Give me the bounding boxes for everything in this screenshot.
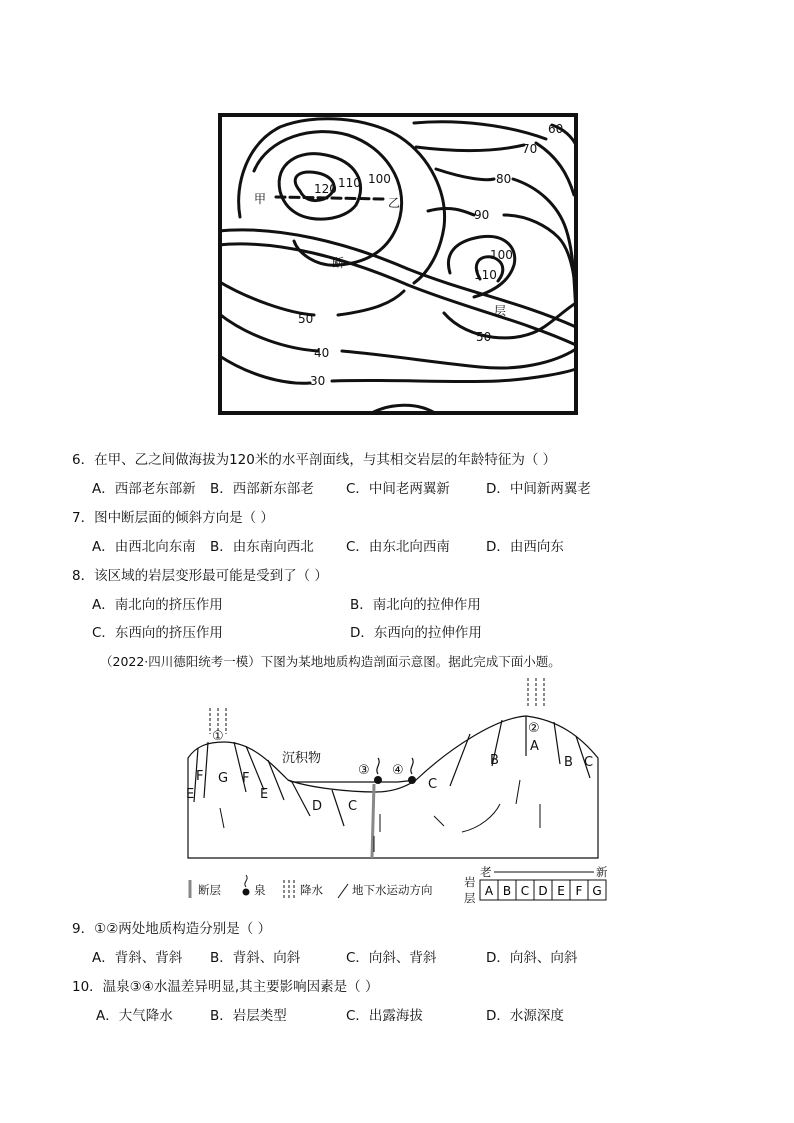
flow-arrow xyxy=(434,816,444,826)
question-10-option-b[interactable]: B．岩层类型 xyxy=(210,1008,287,1024)
legend-stratum-label: E xyxy=(557,884,565,898)
question-6-option-a[interactable]: A．西部老东部新 xyxy=(92,481,196,497)
question-6-stem: 6．在甲、乙之间做海拔为120米的水平剖面线，与其相交岩层的年龄特征为（ ） xyxy=(72,452,557,468)
question-9-stem: 9．①②两处地质构造分别是（ ） xyxy=(72,921,272,937)
legend-old-label: 老 xyxy=(480,865,492,879)
contour-line xyxy=(428,208,474,215)
question-8-stem: 8．该区域的岩层变形最可能是受到了（ ） xyxy=(72,568,328,584)
legend-spring-steam xyxy=(245,875,247,887)
question-7-stem: 7．图中断层面的倾斜方向是（ ） xyxy=(72,510,274,526)
label-circle-2: ② xyxy=(528,721,540,736)
question-7-option-d[interactable]: D．由西向东 xyxy=(486,539,564,555)
legend-flow-label: 地下水运动方向 xyxy=(352,883,433,897)
label-B-2: B xyxy=(564,755,573,770)
label-B-1: B xyxy=(490,753,499,768)
flow-arrow xyxy=(462,804,500,832)
contour-line xyxy=(218,281,404,315)
contour-label-110-a: 110 xyxy=(338,176,361,190)
label-A: A xyxy=(530,739,539,754)
spring-3-icon xyxy=(374,776,382,784)
spring-3-steam xyxy=(377,758,379,774)
contour-line xyxy=(218,313,576,368)
label-circle-4: ④ xyxy=(392,763,404,778)
legend-new-label: 新 xyxy=(596,865,608,879)
legend-rain-label: 降水 xyxy=(300,883,323,897)
legend-stratum-label: D xyxy=(538,884,548,898)
label-D: D xyxy=(312,799,323,814)
question-9-option-a[interactable]: A．背斜、背斜 xyxy=(92,950,183,966)
question-7-option-c[interactable]: C．由东北向西南 xyxy=(346,539,450,555)
question-9-option-b[interactable]: B．背斜、向斜 xyxy=(210,950,301,966)
contour-label-60: 60 xyxy=(548,122,564,136)
contour-line xyxy=(436,169,494,180)
contour-label-100-b: 100 xyxy=(490,248,513,262)
label-jia: 甲 xyxy=(254,192,267,206)
stratum-line xyxy=(450,734,470,786)
legend-stratum-label: F xyxy=(575,884,583,898)
contour-label-40: 40 xyxy=(314,346,330,360)
contour-label-120: 120 xyxy=(314,182,337,196)
label-fault-2: 层 xyxy=(494,304,507,318)
label-C-2: C xyxy=(428,777,438,792)
legend-stratum-label: B xyxy=(502,884,512,898)
legend-stratum-label: C xyxy=(520,884,530,898)
label-E-1: E xyxy=(186,787,195,802)
jia-yi-profile-line xyxy=(276,197,384,199)
contour-label-90: 90 xyxy=(474,208,490,222)
question-10-option-d[interactable]: D．水源深度 xyxy=(486,1008,564,1024)
stratum-line xyxy=(332,790,344,826)
contour-line xyxy=(414,122,546,139)
contour-map xyxy=(218,113,578,415)
stratum-line xyxy=(554,722,560,764)
flow-arrow xyxy=(516,780,520,804)
label-yi: 乙 xyxy=(388,196,401,210)
question-8-option-d[interactable]: D．东西向的拉伸作用 xyxy=(350,625,482,641)
label-sediment: 沉积物 xyxy=(282,751,322,766)
question-6-option-c[interactable]: C．中间老两翼新 xyxy=(346,481,450,497)
question-8-option-c[interactable]: C．东西向的挤压作用 xyxy=(92,625,223,641)
contour-label-50-a: 50 xyxy=(298,312,314,326)
label-E-2: E xyxy=(260,787,269,802)
fault-band-lower xyxy=(218,244,576,345)
legend-spring-label: 泉 xyxy=(254,883,266,897)
label-circle-1: ① xyxy=(212,729,224,744)
stratum-line xyxy=(292,782,310,816)
geologic-section xyxy=(180,676,620,906)
question-8-option-b[interactable]: B．南北向的拉伸作用 xyxy=(350,597,481,613)
contour-line xyxy=(416,145,524,151)
contour-label-50-b: 50 xyxy=(476,330,492,344)
legend-fault-label: 断层 xyxy=(198,883,221,897)
label-circle-3: ③ xyxy=(358,763,370,778)
contour-label-70: 70 xyxy=(522,142,538,156)
stratum-line xyxy=(204,742,208,798)
question-9-option-d[interactable]: D．向斜、向斜 xyxy=(486,950,578,966)
legend-stratum-label: G xyxy=(592,884,602,898)
section-outline xyxy=(188,716,598,858)
stratum-line xyxy=(268,760,284,800)
legend-strata-boxes xyxy=(480,880,606,900)
contour-label-80: 80 xyxy=(496,172,512,186)
question-7-option-b[interactable]: B．由东南向西北 xyxy=(210,539,314,555)
question-6-option-b[interactable]: B．西部新东部老 xyxy=(210,481,314,497)
contour-line xyxy=(218,355,576,383)
spring-4-steam xyxy=(411,758,413,774)
spring-4-icon xyxy=(408,776,416,784)
question-7-option-a[interactable]: A．由西北向东南 xyxy=(92,539,196,555)
label-F-2: F xyxy=(242,771,250,786)
question-9-option-c[interactable]: C．向斜、背斜 xyxy=(346,950,437,966)
contour-line xyxy=(536,143,574,195)
contour-label-30: 30 xyxy=(310,374,326,388)
label-fault-1: 断 xyxy=(332,256,345,270)
legend-flow-icon xyxy=(338,884,348,898)
legend-stratum-label: A xyxy=(484,884,494,898)
label-C-3: C xyxy=(584,755,594,770)
label-F-1: F xyxy=(196,769,204,784)
legend-strata-label-2: 层 xyxy=(464,891,476,905)
contour-label-110-b: 110 xyxy=(474,268,497,282)
question-10-option-c[interactable]: C．出露海拔 xyxy=(346,1008,423,1024)
contour-line xyxy=(513,179,576,313)
flow-arrow xyxy=(220,808,224,828)
question-8-option-a[interactable]: A．南北向的挤压作用 xyxy=(92,597,223,613)
question-10-stem: 10．温泉③④水温差异明显,其主要影响因素是（ ） xyxy=(72,979,379,995)
question-10-option-a[interactable]: A．大气降水 xyxy=(96,1008,173,1024)
label-G: G xyxy=(218,771,229,786)
contour-label-100-a: 100 xyxy=(368,172,391,186)
legend-spring-icon xyxy=(243,889,250,896)
material-intro: （2022·四川德阳统考一模）下图为某地地质构造剖面示意图。据此完成下面小题。 xyxy=(100,654,561,669)
label-C-1: C xyxy=(348,799,358,814)
question-6-option-d[interactable]: D．中间新两翼老 xyxy=(486,481,591,497)
legend-strata-label-1: 岩 xyxy=(464,875,476,889)
